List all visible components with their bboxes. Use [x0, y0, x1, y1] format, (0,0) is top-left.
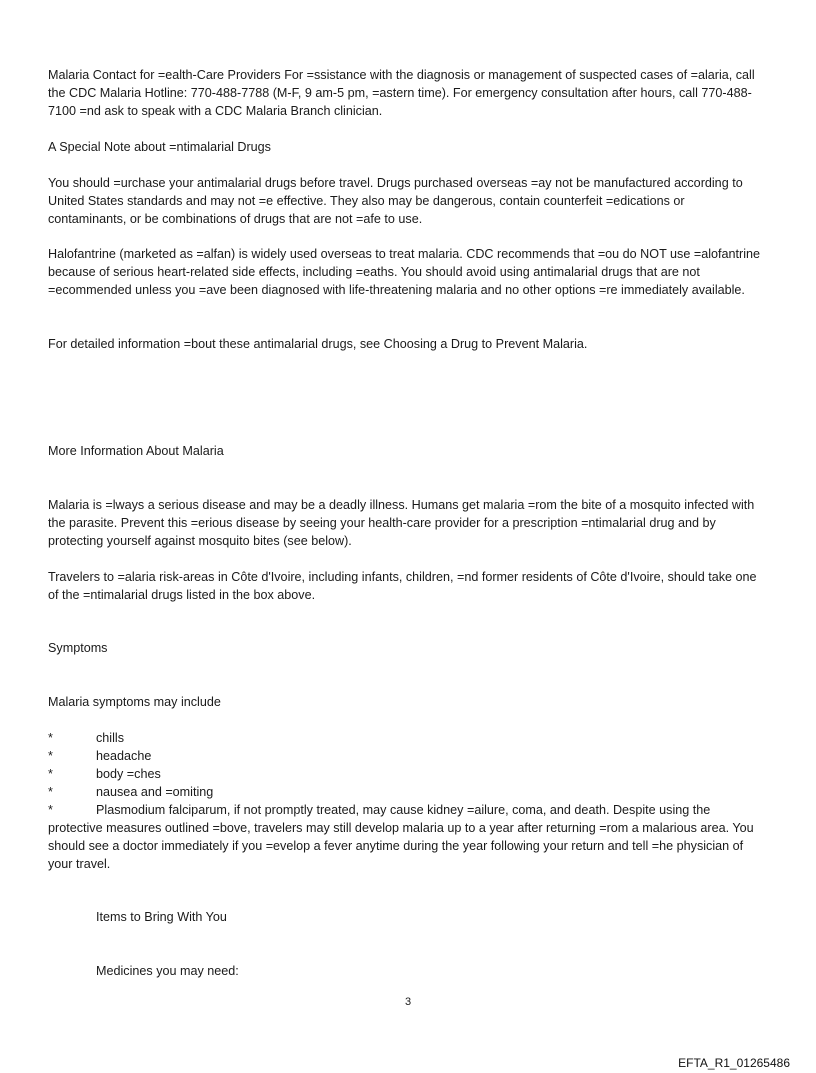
- more-info-heading: More Information About Malaria: [48, 444, 224, 458]
- bullet-marker: *: [48, 749, 53, 763]
- falciparum-text: Plasmodium falciparum, if not promptly treated, may cause kidney =ailure, coma, and death. Despite using the protective measures outlined =bove, travelers may still develop malaria up to a year after returning =rom a malarious area. You should see a doctor immediately if you =evelop a fever anytime during the year following your return and tell =he physician of your travel.: [48, 803, 754, 871]
- symptom-item: body =ches: [96, 767, 161, 781]
- travelers-paragraph: Travelers to =alaria risk-areas in Côte d'Ivoire, including infants, children, =nd former residents of Côte d'Ivoire, should take one of the =ntimalarial drugs listed in the box above.: [48, 570, 757, 602]
- symptom-item: chills: [96, 731, 124, 745]
- medicines-label: Medicines you may need:: [96, 964, 239, 978]
- page-number: 3: [404, 996, 412, 1008]
- symptom-item: nausea and =omiting: [96, 785, 214, 799]
- serious-disease-paragraph: Malaria is =lways a serious disease and may be a deadly illness. Humans get malaria =rom the bite of a mosquito infected with the parasite. Prevent this =erious disease by seeing your health-care provider for a prescription =ntimalarial drug and by protecting yourself against mosquito bites (see below).: [48, 498, 755, 548]
- bullet-marker: *: [48, 803, 53, 817]
- bullet-marker: *: [48, 731, 53, 745]
- bullet-marker: *: [48, 785, 53, 799]
- document-id: EFTA_R1_01265486: [678, 1056, 790, 1070]
- purchase-paragraph: You should =urchase your antimalarial drugs before travel. Drugs purchased overseas =ay not be manufactured according to United States standards and may not =e effective. They also may be dangerous, contain counterfeit =edications or contaminants, or be combinations of drugs that are not =afe to use.: [48, 176, 743, 226]
- symptom-item: headache: [96, 749, 152, 763]
- bullet-marker: *: [48, 767, 53, 781]
- symptoms-heading: Symptoms: [48, 641, 108, 655]
- malaria-contact-paragraph: Malaria Contact for =ealth-Care Providers For =ssistance with the diagnosis or management of suspected cases of =alaria, call the CDC Malaria Hotline: 770-488-7788 (M-F, 9 am-5 pm, =astern time). For emergency consultation after hours, call 770-488-7100 =nd ask to speak with a CDC Malaria Branch clinician.: [48, 68, 755, 118]
- items-heading: Items to Bring With You: [96, 910, 227, 924]
- special-note-heading: A Special Note about =ntimalarial Drugs: [48, 140, 271, 154]
- symptoms-intro: Malaria symptoms may include: [48, 695, 221, 709]
- halofantrine-paragraph: Halofantrine (marketed as =alfan) is widely used overseas to treat malaria. CDC recommends that =ou do NOT use =alofantrine because of serious heart-related side effects, including =eaths. You should avoid using antimalarial drugs that are not =ecommended unless you =ave been diagnosed with life-threatening malaria and no other options =re immediately available.: [48, 247, 761, 297]
- detailed-info-paragraph: For detailed information =bout these antimalarial drugs, see Choosing a Drug to Prevent Malaria.: [48, 337, 588, 351]
- falciparum-item: [48, 801, 764, 873]
